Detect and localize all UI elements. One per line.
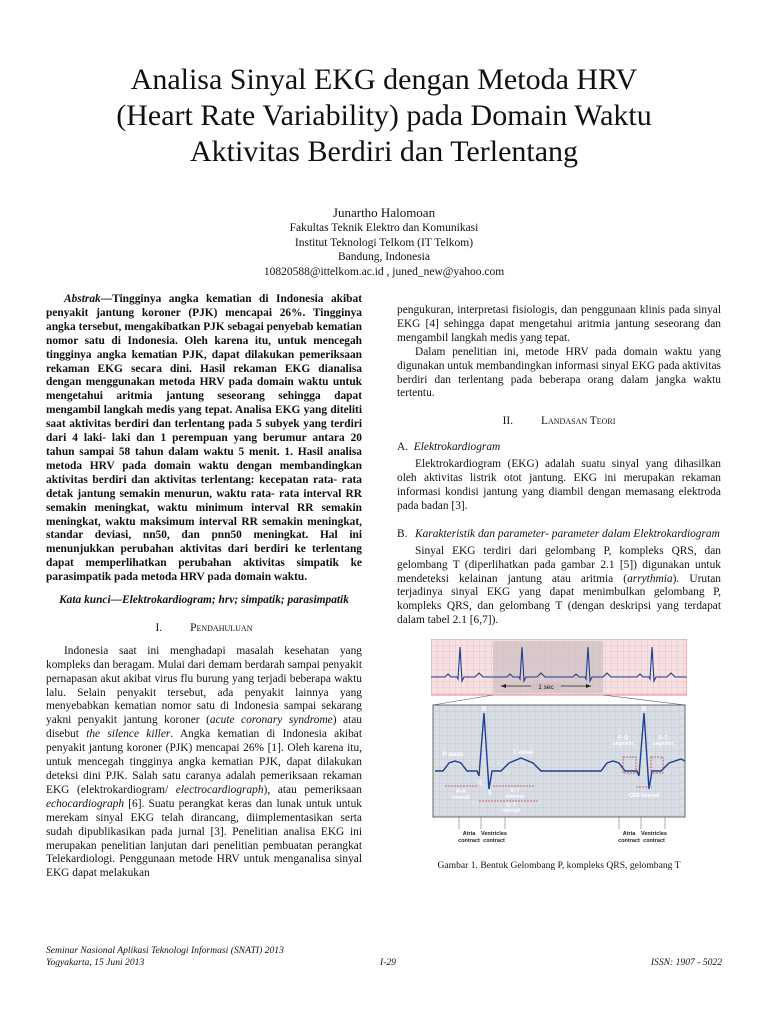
subsection-label: B. — [397, 527, 408, 540]
title-line: Aktivitas Berdiri dan Terlentang — [189, 135, 579, 168]
ventricles-label-2: contract — [483, 838, 505, 844]
text-run-italic: echocardiograph — [46, 797, 125, 810]
ecg-figure — [431, 639, 687, 851]
title-line: Analisa Sinyal EKG dengan Metoda HRV — [130, 63, 638, 96]
t-wave-label: T wave — [512, 750, 534, 756]
text-run-italic: electrocardiograph — [175, 783, 264, 796]
affiliation — [0, 221, 768, 279]
atria-label-2: contract — [458, 838, 480, 844]
zoom-connector-right — [603, 695, 685, 705]
text-run: [6]. Suatu perangkat keras dan lunak untuk untuk merekam sinyal EKG telah dirancang, diimplementasikan serta sudah dipublikasikan pada jurnal [3]. Penelitian analisa EKG ini merupakan penelitian lanjutan dari penelitian pembuatan perangkat Telekardiologi. Penggunaan metode HRV untuk menganalisa sinyal EKG dapat melakukan — [46, 797, 362, 880]
section-number: II. — [502, 415, 514, 428]
text-run: ) atau disebut — [46, 714, 362, 741]
ekg-definition: Elektrokardiogram (EKG) adalah suatu sinyal yang dihasilkan oleh aktivitas listrik otot jantung. EKG ini merupakan rekaman informasi kondisi jantung yang diambil dengan memasang elektroda pada badan [3]. — [397, 458, 721, 512]
ventricles-label-4: contract — [643, 838, 665, 844]
text-run: . Angka kematian di Indonesia akibat penyakit jantung koroner (PJK) mencapai 26% [1]. Oleh karena itu, untuk mencegah tingginya angka kematian PJK, dapat dilakukan deteksi dini PJK. Salah satu caranya adalah pemeriksaan rekaman EKG (elektrokardiogram/ — [46, 728, 363, 796]
atria-label-1: Atria — [462, 831, 476, 837]
r-label: R — [481, 707, 487, 713]
scale-label: 1 sec — [538, 684, 554, 691]
affiliation-faculty: Fakultas Teknik Elektro dan Komunikasi — [289, 222, 479, 234]
pq-label-2: segment — [612, 741, 634, 747]
sts-label-1: S–T — [658, 735, 668, 741]
paper-title — [40, 62, 728, 170]
affiliation-city: Bandung, Indonesia — [338, 251, 430, 264]
section-title: Landasan Teori — [541, 415, 616, 428]
pq-label-1: P–Q — [617, 735, 629, 741]
keywords: Kata kunci—Elektrokardiogram; hrv; simpatik; parasimpatik — [59, 594, 349, 607]
left-column — [46, 293, 362, 881]
qt-label-2: interval — [502, 808, 520, 814]
text-run-italic: acute coronary syndrome — [209, 714, 333, 727]
author-name: Junartho Halomoan — [332, 205, 436, 220]
text-run: Sinyal EKG terdiri dari gelombang P, kompleks QRS, dan gelombang T (diperlihatkan pada gambar 2.1 [5]) digunakan untuk mendeteksi kelainan jantung atau aritmia ( — [397, 544, 721, 585]
qt-label-1: Q–T — [506, 802, 516, 808]
pr-label-1: P–R — [456, 789, 466, 795]
sts-label-2: segment — [652, 741, 674, 747]
atria-label-4: contract — [618, 838, 640, 844]
pr-label-2: interval — [452, 795, 470, 801]
ventricles-label-3: Ventricles — [641, 831, 667, 837]
section-title: Pendahuluan — [190, 621, 253, 634]
subsection-title: Elektrokardiogram — [413, 441, 501, 454]
intro-paragraph — [46, 645, 362, 881]
footer-conference: Seminar Nasional Aplikasi Teknologi Informasi (SNATI) 2013 — [46, 945, 284, 956]
st-label-2: interval — [506, 794, 524, 800]
text-run: ), atau pemeriksaan — [263, 783, 362, 796]
qrs-label: QRS interval — [628, 793, 660, 799]
section-heading-1 — [46, 622, 362, 636]
subsection-a-heading — [397, 441, 721, 455]
subsection-title: Karakteristik dan parameter- parameter dalam Elektrokardiogram — [415, 527, 720, 540]
intro-continuation: pengukuran, interpretasi fisiologis, dan penggunaan klinis pada sinyal EKG [4] sehingga dapat mengetahui aritmia jantung seseorang dan mengambil langkah medis yang tepat. — [397, 304, 721, 344]
text-run: Indonesia saat ini menghadapi masalah kesehatan yang kompleks dan beragam. Mulai dari demam berdarah sampai penyakit pernapasan akut akibat virus flu burung yang terjadi beberapa waktu lalu. Selain penyakit tersebut, ada penyakit lainnya yang menyebabkan kematian nomor satu di Indonesia sampai sekarang yakni penyakit jantung koroner ( — [46, 644, 362, 727]
research-paragraph: Dalam penelitian ini, metode HRV pada domain waktu yang digunakan untuk membandingkan informasi sinyal EKG pada aktivitas berdiri dan terlentang pada beberapa orang dalam jangka waktu tertentu. — [397, 345, 721, 400]
r-label-2: R — [641, 707, 647, 713]
abstract-text: —Tingginya angka kematian di Indonesia akibat penyakit jantung koroner (PJK) mencapai 26%. Tingginya angka tersebut, mengakibatkan PJK sebagai penyebab kematian nomor satu di Indonesia. Oleh karena itu, untuk mencegah tingginya angka kematian PJK, dapat dilakukan pemeriksaan rekaman EKG secara dini. Hasil rekaman EKG dianalisa dengan menggunakan metoda HRV pada domain waktu untuk mengetahui aritmia jantung seseorang sehingga dapat mengambil langkah medis yang tepat. Analisa EKG yang diteliti saat aktivitas berdiri dan terlentang pada 5 subyek yang terdiri dari 4 laki- laki dan 1 perempuan yang berumur antara 20 tahun sampai 58 tahun dalam waktu 5 menit. 1. Hasil analisa metoda HRV pada domain waktu dengan membandingkan aktivitas berdiri dan aktivitas terlentang: kecepatan rata- rata detak jantung semakin menurun, waktu rata- rata interval RR semakin meningkat, waktu minimum interval RR semakin meningkat, waktu maksimum interval RR semakin meningkat, standar deviasi, nn50, dan pnn50 meningkat. Hal ini menunjukkan perubahan aktivitas dari berdiri ke terlentang dapat memperlihatkan perubahan aktivitas simpatik ke parasimpatik pada metoda HRV pada domain waktu. — [46, 293, 362, 584]
subsection-b-heading — [397, 528, 721, 542]
footer-page-number: I-29 — [380, 957, 396, 968]
zoom-connector-left — [433, 695, 493, 705]
ecg-diagram — [431, 639, 687, 851]
abstract — [46, 293, 362, 585]
q-label: Q — [477, 780, 483, 786]
section-number: I. — [155, 621, 163, 634]
section-heading-2 — [397, 415, 721, 429]
subsection-label: A. — [397, 441, 409, 454]
st-label-1: S–T — [510, 788, 520, 794]
affiliation-institute: Institut Teknologi Telkom (IT Telkom) — [294, 236, 474, 249]
p-wave-label: P wave — [442, 752, 464, 758]
footer-place-date: Yogyakarta, 15 Juni 2013 — [46, 957, 145, 968]
atria-label-3: Atria — [622, 831, 636, 837]
title-line: (Heart Rate Variability) pada Domain Waktu — [116, 99, 652, 132]
right-column — [397, 304, 721, 628]
affiliation-email: 10820588@ittelkom.ac.id , juned_new@yahoo.com — [263, 265, 505, 278]
ekg-characteristics — [397, 545, 721, 628]
text-run: ). Urutan terjadinya sinyal EKG yang dapat menimbulkan gelombang P, kompleks QRS, dan gelombang T (dengan deskripsi yang terdapat dalam tabel 2.1 [6,7]). — [397, 572, 721, 627]
s-label: S — [488, 790, 492, 796]
ventricles-label-1: Ventricles — [481, 831, 507, 837]
abstract-lead: Abstrak — [64, 293, 101, 305]
text-run-italic: the silence killer — [86, 728, 171, 741]
footer-issn: ISSN: 1907 - 5022 — [650, 957, 722, 968]
figure-caption: Gambar 1. Bentuk Gelombang P, kompleks QRS, gelombang T — [437, 860, 681, 871]
text-run-italic: arrythmia — [627, 572, 673, 585]
